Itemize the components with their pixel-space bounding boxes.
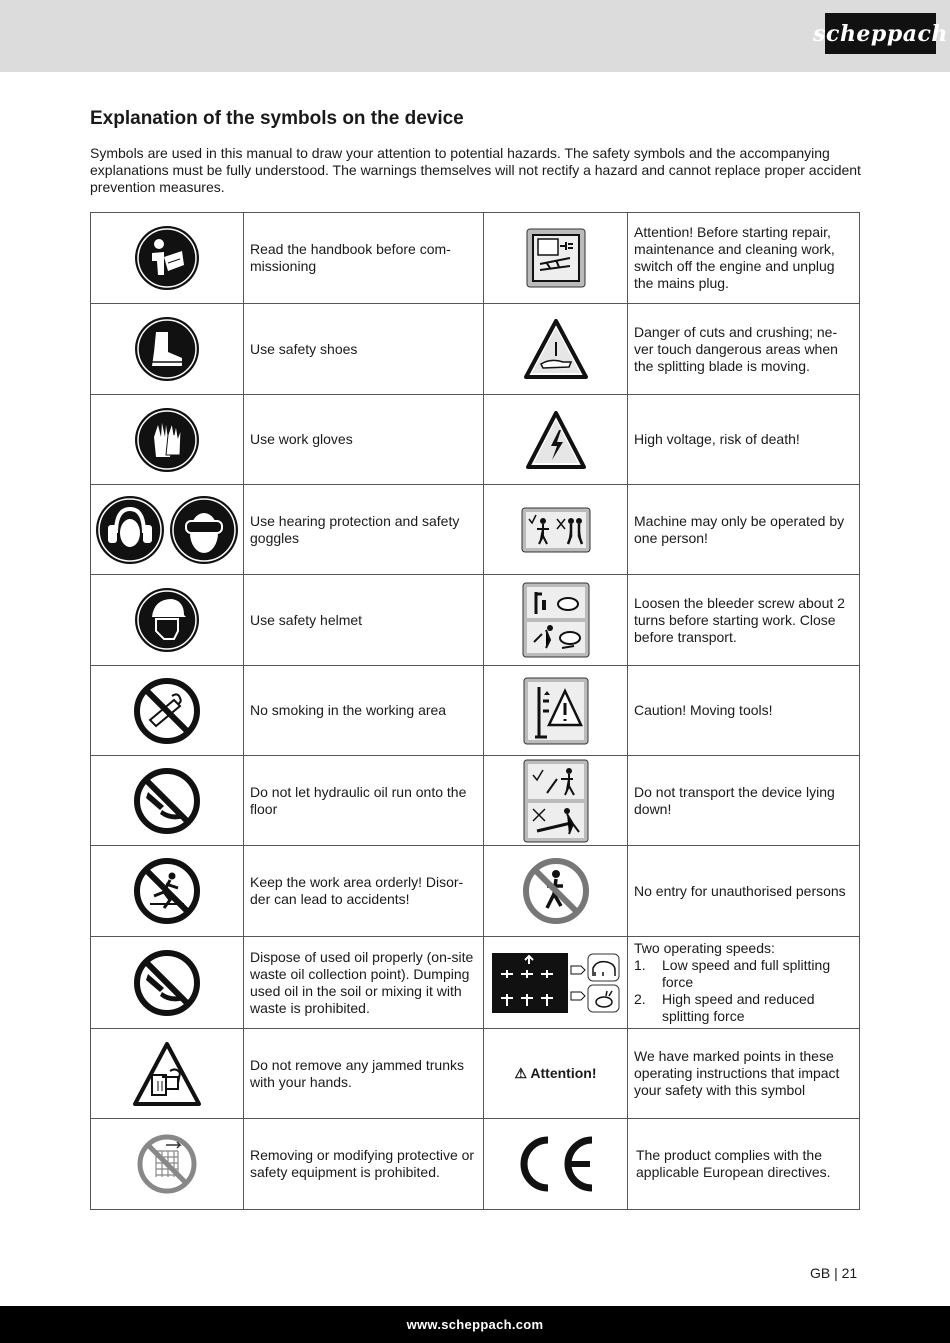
safety-helmet-icon — [91, 575, 244, 666]
symbol-right-text: No entry for unauthorised persons — [628, 846, 860, 937]
list-item-text: Low speed and full splitting force — [662, 957, 831, 990]
read-manual-icon — [91, 213, 244, 304]
no-lying-transport-icon — [484, 756, 628, 846]
table-row — [91, 485, 860, 575]
symbol-right-text: Danger of cuts and crushing; ne-ver touch dangerous areas when the splitting blade is moving. — [628, 304, 860, 395]
symbol-right-text: Do not transport the device lying down! — [628, 756, 860, 846]
two-speeds-list — [634, 957, 853, 1025]
safety-shoes-icon — [91, 304, 244, 395]
list-item-number: 1. — [634, 957, 646, 973]
ce-mark-icon — [484, 1119, 628, 1210]
symbol-right-text: Attention! Before starting repair, maintenance and cleaning work, switch off the engine and unplug the mains plug. — [628, 213, 860, 304]
table-row — [91, 846, 860, 937]
table-row — [91, 1029, 860, 1119]
no-removing-jammed-trunks-icon — [91, 1029, 244, 1119]
symbol-left-text: Use work gloves — [244, 395, 484, 485]
footer-url[interactable]: www.scheppach.com — [406, 1317, 544, 1332]
symbols-table — [90, 212, 860, 1210]
no-smoking-icon — [91, 666, 244, 756]
list-item-text: High speed and reduced splitting force — [662, 991, 815, 1024]
symbol-left-text: Use safety shoes — [244, 304, 484, 395]
symbol-left-text: Use hearing protection and safety goggles — [244, 485, 484, 575]
attention-symbol-text: ⚠ Attention! — [514, 1065, 597, 1081]
symbol-right-text — [628, 937, 860, 1029]
two-speeds-heading: Two operating speeds: — [634, 940, 775, 956]
symbol-left-text: Do not let hydraulic oil run onto the floor — [244, 756, 484, 846]
symbol-left-text: Keep the work area orderly! Disor-der can lead to accidents! — [244, 846, 484, 937]
no-entry-unauthorised-icon — [484, 846, 628, 937]
single-operator-icon — [484, 485, 628, 575]
page-number: GB | 21 — [810, 1265, 858, 1281]
table-row — [91, 304, 860, 395]
high-voltage-icon — [484, 395, 628, 485]
symbol-left-text: Do not remove any jammed trunks with your hands. — [244, 1029, 484, 1119]
table-row — [91, 937, 860, 1029]
moving-tools-icon — [484, 666, 628, 756]
cut-crush-warning-icon — [484, 304, 628, 395]
no-oil-on-floor-icon — [91, 756, 244, 846]
bleeder-screw-icon — [484, 575, 628, 666]
symbol-right-text: Caution! Moving tools! — [628, 666, 860, 756]
symbol-left-text: Dispose of used oil properly (on-site waste oil collection point). Dumping used oil in the soil or mixing it with waste is prohibited. — [244, 937, 484, 1029]
symbol-right-text: High voltage, risk of death! — [628, 395, 860, 485]
page-title: Explanation of the symbols on the device — [90, 108, 464, 129]
symbol-left-text: Removing or modifying protective or safety equipment is prohibited. — [244, 1119, 484, 1210]
list-item — [634, 991, 853, 1025]
table-row — [91, 575, 860, 666]
symbol-right-text: We have marked points in these operating instructions that impact your safety with this symbol — [628, 1029, 860, 1119]
hearing-and-eye-protection-icon — [91, 485, 244, 575]
symbol-left-text: Use safety helmet — [244, 575, 484, 666]
table-row — [91, 1119, 860, 1210]
table-row — [91, 756, 860, 846]
symbol-right-text: Machine may only be operated by one person! — [628, 485, 860, 575]
work-gloves-icon — [91, 395, 244, 485]
intro-paragraph: Symbols are used in this manual to draw your attention to potential hazards. The safety symbols and the accompanying explanations must be fully understood. The warnings themselves will not rectify a hazard and cannot replace proper accident prevention measures. — [90, 145, 861, 195]
dispose-oil-properly-icon — [91, 937, 244, 1029]
unplug-before-maintenance-icon — [484, 213, 628, 304]
symbol-right-text: The product complies with the applicable European directives. — [628, 1119, 860, 1210]
symbol-left-text: No smoking in the working area — [244, 666, 484, 756]
table-row — [91, 213, 860, 304]
two-speeds-icon — [484, 937, 628, 1029]
footer-bar — [0, 1306, 950, 1343]
list-item-number: 2. — [634, 991, 646, 1007]
table-row — [91, 395, 860, 485]
symbol-right-text: Loosen the bleeder screw about 2 turns before starting work. Close before transport. — [628, 575, 860, 666]
list-item — [634, 957, 853, 991]
header-bar — [0, 0, 950, 72]
table-row — [91, 666, 860, 756]
symbol-left-text: Read the handbook before com-missioning — [244, 213, 484, 304]
no-modifying-protective-equipment-icon — [91, 1119, 244, 1210]
keep-area-orderly-icon — [91, 846, 244, 937]
scheppach-logo: scheppach — [825, 13, 936, 54]
attention-label — [484, 1029, 628, 1119]
